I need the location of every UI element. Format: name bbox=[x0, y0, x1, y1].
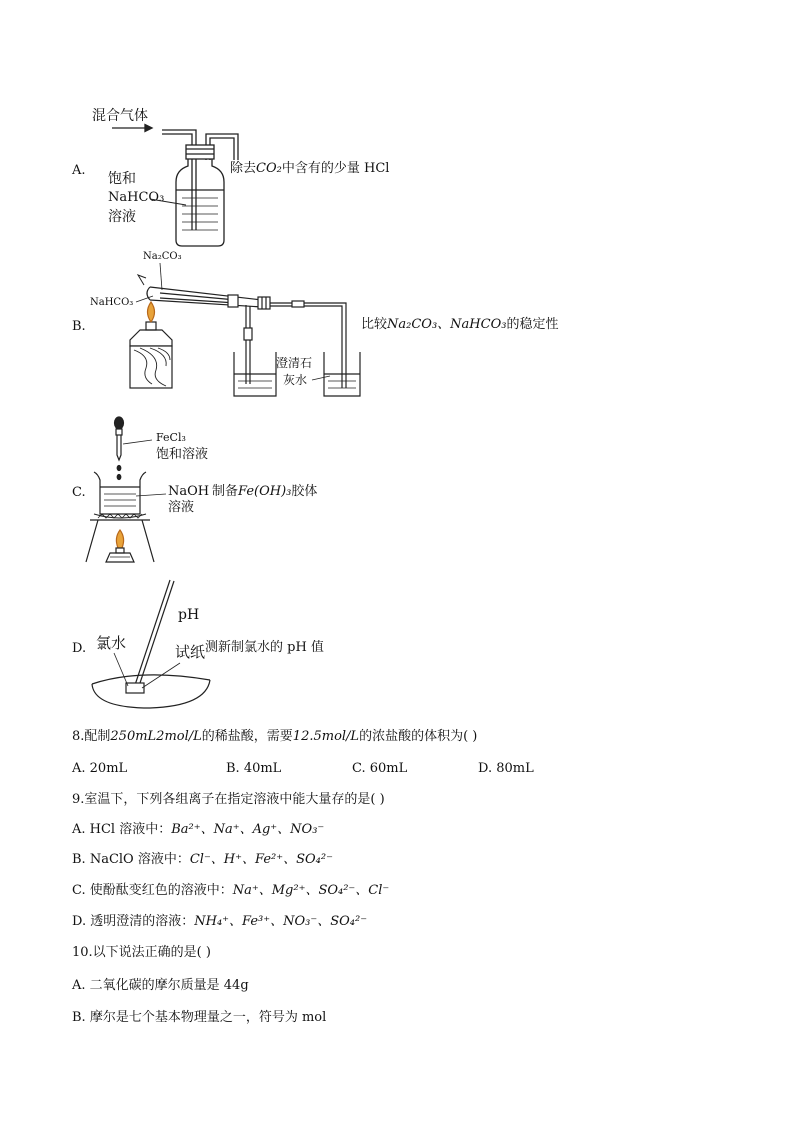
naoh-label: NaOH bbox=[168, 484, 210, 499]
option-b-letter: B. bbox=[72, 319, 86, 334]
naoh-solution-label: 溶液 bbox=[168, 500, 195, 515]
q10-option-b[interactable]: B. 摩尔是七个基本物理量之一，符号为 mol bbox=[72, 1010, 327, 1025]
limewater-label-1: 澄清石 bbox=[276, 356, 313, 370]
option-a-letter: A. bbox=[72, 163, 86, 178]
option-a-caption: 除去CO₂中含有的少量 HCl bbox=[230, 161, 390, 176]
nahco3-label: NaHCO₃ bbox=[108, 190, 165, 205]
option-c-letter: C. bbox=[72, 485, 86, 500]
option-b-caption: 比较Na₂CO₃、NaHCO₃的稳定性 bbox=[361, 317, 559, 332]
question-8-stem: 8.配制250mL2mol/L的稀盐酸，需要12.5mol/L的浓盐酸的体积为( ) bbox=[72, 729, 478, 744]
fe-oh-3-formula: Fe(OH)₃ bbox=[238, 484, 292, 499]
q9-option-a[interactable]: A. HCl 溶液中：Ba²⁺、Na⁺、Ag⁺、NO₃⁻ bbox=[72, 822, 325, 837]
q10-option-a[interactable]: A. 二氧化碳的摩尔质量是 44g bbox=[72, 978, 249, 993]
chlorine-water-label: 氯水 bbox=[96, 634, 127, 652]
mixed-gas-label: 混合气体 bbox=[92, 108, 148, 124]
question-10-stem: 10.以下说法正确的是( ) bbox=[72, 945, 211, 960]
fecl3-label: FeCl₃ bbox=[156, 431, 186, 444]
question-9-stem: 9.室温下，下列各组离子在指定溶液中能大量存的是( ) bbox=[72, 792, 385, 807]
solution-label: 溶液 bbox=[108, 209, 136, 225]
carbonate-formulas: Na₂CO₃、NaHCO₃ bbox=[387, 317, 507, 332]
q8-option-a[interactable]: A. 20mL bbox=[72, 761, 128, 776]
co2-formula: CO₂ bbox=[256, 161, 282, 176]
saturated-solution-label: 饱和溶液 bbox=[156, 447, 209, 462]
test-paper-label: 试纸 bbox=[175, 643, 206, 661]
na2co3-label: Na₂CO₃ bbox=[143, 251, 182, 262]
q9-option-c[interactable]: C. 使酚酞变红色的溶液中：Na⁺、Mg²⁺、SO₄²⁻、Cl⁻ bbox=[72, 883, 390, 898]
option-d-caption: 测新制氯水的 pH 值 bbox=[205, 640, 324, 655]
ph-label: pH bbox=[178, 607, 200, 623]
q9-option-d[interactable]: D. 透明澄清的溶液：NH₄⁺、Fe³⁺、NO₃⁻、SO₄²⁻ bbox=[72, 914, 368, 929]
limewater-label-2: 灰水 bbox=[283, 373, 308, 387]
q8-option-b[interactable]: B. 40mL bbox=[226, 761, 282, 776]
option-c-caption: 制备Fe(OH)₃胶体 bbox=[212, 484, 318, 499]
q8-formula-1: 250mL2mol/L bbox=[110, 729, 202, 744]
nahco3-label-b: NaHCO₃ bbox=[90, 297, 134, 308]
q9-option-b[interactable]: B. NaClO 溶液中：Cl⁻、H⁺、Fe²⁺、SO₄²⁻ bbox=[72, 852, 333, 867]
option-d-letter: D. bbox=[72, 641, 87, 656]
q8-option-d[interactable]: D. 80mL bbox=[478, 761, 534, 776]
q8-option-c[interactable]: C. 60mL bbox=[352, 761, 408, 776]
saturated-label: 饱和 bbox=[108, 171, 136, 187]
q8-formula-2: 12.5mol/L bbox=[292, 729, 360, 744]
